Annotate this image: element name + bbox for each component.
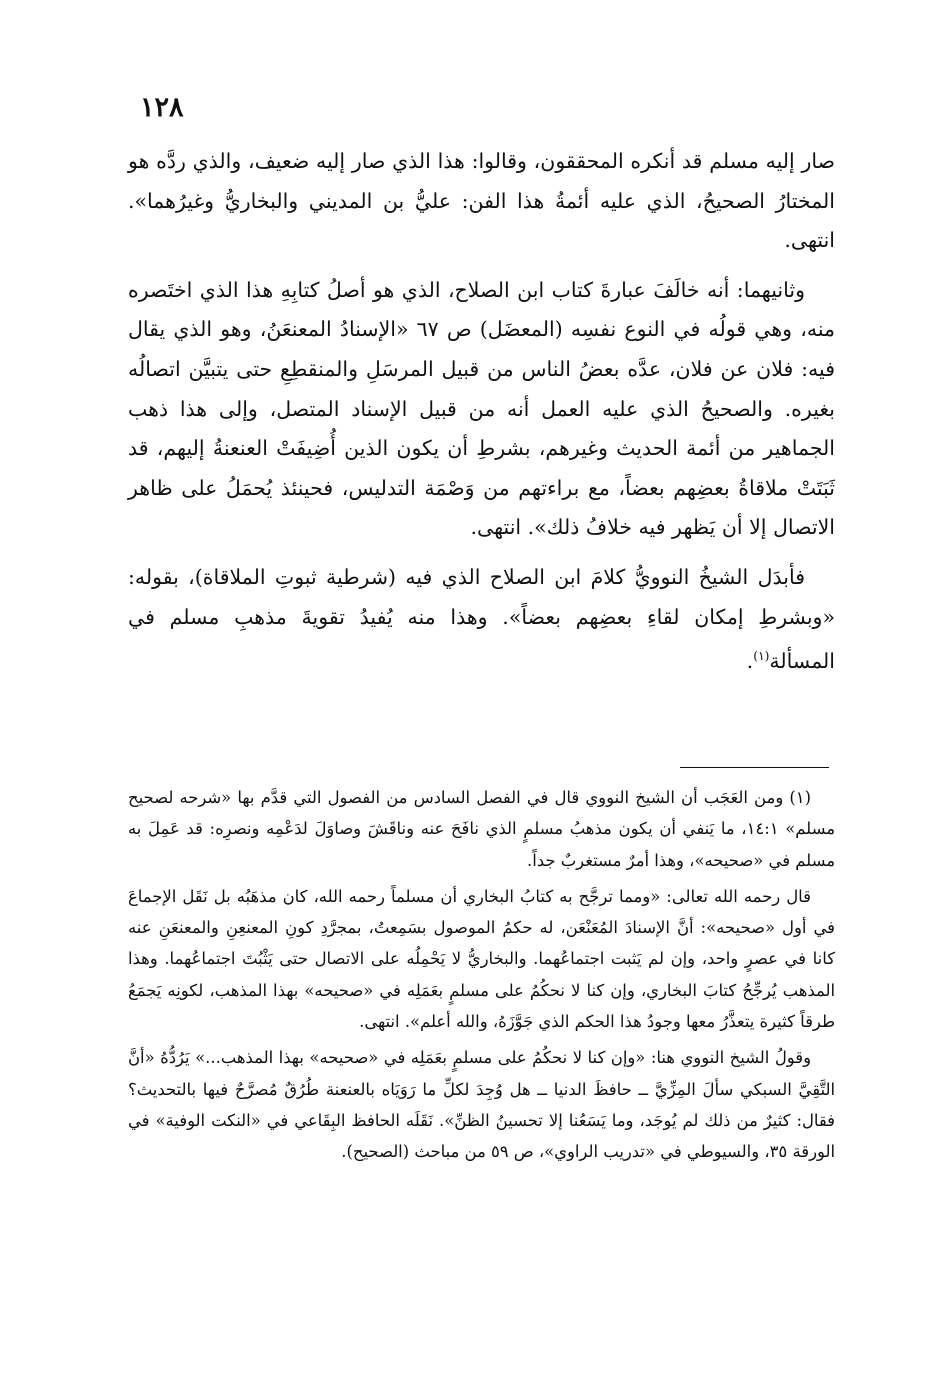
page-number: ١٢٨ — [140, 92, 184, 123]
main-text — [128, 142, 835, 692]
paragraph-2: وثانيهما: أنه خالَفَ عبارةَ كتاب ابن الصلاح، الذي هو أصلُ كتابِهِ هذا الذي اختَصره منه، وهي قولُه في النوع نفسِه (المعضَل) ص ٦٧ «الإسنادُ المعنعَنُ، وهو الذي يقال فيه: فلان عن فلان، عدَّه بعضُ الناس من قبيل المرسَلِ والمنقطِعِ حتى يتبيَّن اتصالُه بغيره. والصحيحُ الذي عليه العمل أنه من قبيل الإسناد المتصل، وإلى هذا ذهب الجماهير من أئمة الحديث وغيرهم، بشرطِ أن يكون الذين أُضِيفَتْ العنعنةُ إليهم، قد ثَبَتَتْ ملاقاةُ بعضِهم بعضاً، مع براءتهم من وَصْمَة التدليس، فحينئذ يُحمَلُ على ظاهر الاتصال إلا أن يَظهر فيه خلافُ ذلك». انتهى. — [128, 277, 835, 540]
footnote-quote: قال رحمه الله تعالى: «ومما ترجَّح به كتابُ البخاري أن مسلماً رحمه الله، كان مذهَبُه بل نَقَل الإجماعَ في أول «صحيحه»: أنَّ الإسنادَ المُعَنْعَن، له حكمُ الموصول بسَمِعتُ، بمجرَّدِ كونِ المعنعِنِ والمعنعَنِ عنه كانا في عصرٍ واحد، وإن لم يَثبت اجتماعُهما. والبخاريُّ لا يَحْمِلُه على الاتصال حتى يَثْبُتَ اجتماعُهما. وهذا المذهب يُرجِّحُ كتابَ البخاري، وإن كنا لا نحكُمُ على مسلمٍ بعَمَلِه في «صحيحه» بهذا المذهب، لكونِه يَجمَعُ طرقاً كثيرة يتعذَّرُ معها وجودُ هذا الحكم الذي جَوَّزَهُ، والله أعلم». انتهى. — [128, 886, 835, 1032]
paragraph-3-text: فأبدَل الشيخُ النوويُّ كلامَ ابن الصلاح الذي فيه (شرطية ثبوتِ الملاقاة)، بقوله: «وبشرطِ إمكان لقاءِ بعضِهم بعضاً». وهذا منه يُفيدُ تقويةَ مذهبِ مسلم في المسألة — [128, 564, 835, 673]
footnote-commentary: وقولُ الشيخ النووي هنا: «وإن كنا لا نحكُمُ على مسلمٍ بعَمَلِه في «صحيحه» بهذا المذهب...» يَرُدُّهُ «أنَّ التَّقِيَّ السبكي سألَ المِزِّيَّ ــ حافظَ الدنيا ــ هل وُجِدَ لكلِّ ما رَوَيَاه بالعنعنة طُرُقٌ مُصرَّحٌ فيها بالتحديث؟ فقال: كثيرٌ من ذلك لم يُوجَد، وما يَسَعُنا إلا تحسينُ الظنِّ». نَقَلَه الحافظ البِقَاعي في «النكت الوفية» في الورقة ٣٥، والسيوطي في «تدريب الراوي»، ص ٥٩ من مباحث (الصحيح). — [128, 1048, 835, 1162]
footnotes-section — [128, 782, 835, 1173]
paragraph-3 — [128, 558, 835, 682]
paragraph-3-end: . — [746, 648, 754, 673]
footnote-1: (١) ومن العَجَب أن الشيخ النووي قال في الفصل السادس من الفصول التي قدَّم بها «شرحه لصحيح مسلم» ١٤:١، ما يَنفي أن يكون مذهبُ مسلمٍ الذي نافَحَ عنه وناقَشَ وصاوَلَ لدَعْمِه ونصرِه: قد عَمِلَ به مسلم في «صحيحه»، وهذا أمرٌ مستغربٌ جداً. — [128, 788, 835, 870]
footnote-reference[interactable]: (١) — [753, 649, 770, 664]
paragraph-1: صار إليه مسلم قد أنكره المحققون، وقالوا: هذا الذي صار إليه ضعيف، والذي ردَّه هو المختارُ الصحيحُ، الذي عليه أئمةُ هذا الفن: عليُّ بن المديني والبخاريُّ وغيرُهما». انتهى. — [128, 149, 835, 253]
footnote-separator — [680, 767, 829, 768]
